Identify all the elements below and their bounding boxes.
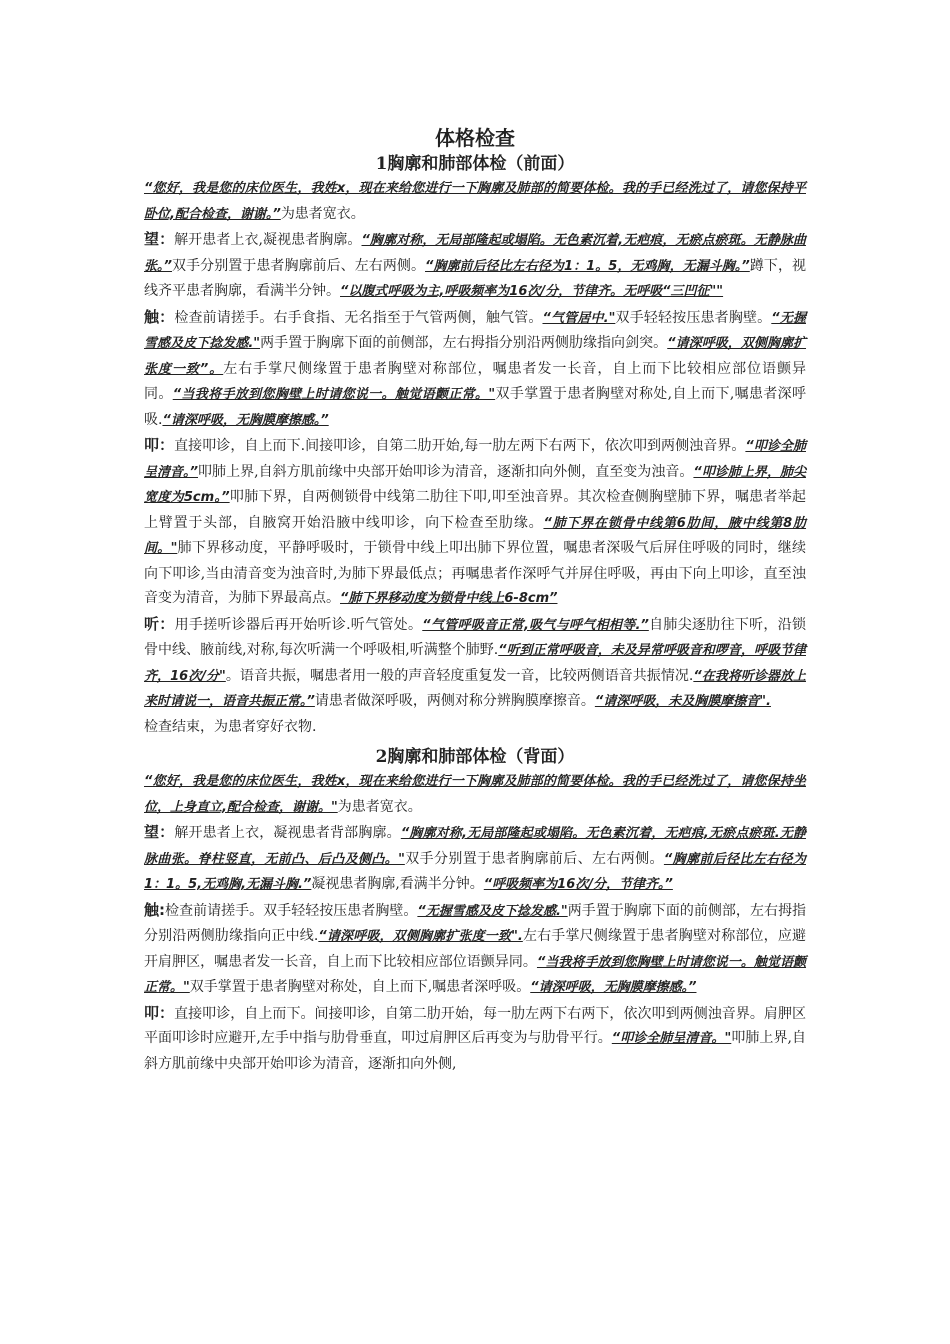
section-heading-front: 1胸廓和肺部体检（前面） <box>375 154 575 174</box>
quote: “胸廓前后径比左右径为1：1。5，无鸡胸，无漏斗胸。” <box>425 258 750 274</box>
paragraph-intro-front <box>144 176 806 227</box>
text: 为患者宽衣。 <box>337 798 422 815</box>
text: 检查前请搓手。右手食指、无名指至于气管两侧，触气管。 <box>174 309 543 326</box>
quote: “胸廓前后径比左右径为1：1。5,无鸡胸,无漏斗胸.” <box>144 851 806 892</box>
text: 左右手掌尺侧缘置于患者胸壁对称部位，嘱患者发一长音，自上而下比较相应部位语颤异同。 <box>144 360 806 402</box>
text: 双手分别置于患者胸廓前后、左右两侧。 <box>404 850 664 867</box>
quote: “胸廓对称,无局部隆起或塌陷。无色素沉着，无疤痕,无瘀点瘀斑.无静脉曲张。脊柱竖直，无前凸、后凸及侧凸。" <box>144 826 806 867</box>
text: 解开患者上衣,凝视患者胸廓。 <box>174 232 362 248</box>
text: 直接叩诊，自上而下。间接叩诊，自第二肋开始，每一肋左两下右两下，依次叩到两侧浊音界。肩胛区平面叩诊时应避开,左手中指与肋骨垂直，叩过肩胛区后再变为与肋骨平行。 <box>144 1005 806 1046</box>
section-heading-back: 2胸廓和肺部体检（背面） <box>375 747 575 767</box>
label-inspection: 望： <box>144 230 175 248</box>
text: 左右手掌尺侧缘置于患者胸壁对称部位，应避开肩胛区，嘱患者发一长音，自上而下比较相应部位语颤异同。 <box>144 928 806 970</box>
text: 叩肺上界,自斜方肌前缘中央部开始叩诊为清音，逐渐扣向外侧, <box>144 1030 806 1072</box>
quote: “肺下界移动度为锁骨中线上6-8cm” <box>340 591 558 606</box>
quote: “叩诊全肺呈清音。” <box>144 439 806 480</box>
quote: “在我将听诊器放上来时请说一，语音共振正常。” <box>144 668 806 709</box>
paragraph-inspection-front <box>144 227 806 305</box>
quote: “肺下界在锁骨中线第6肋间，腋中线第8肋间。" <box>144 515 807 556</box>
quote: “请深呼吸，未及胸膜摩擦音". <box>594 694 771 709</box>
text: 蹲下，视线齐平患者胸廓，看满半分钟。 <box>144 257 807 299</box>
quote: “请深呼吸，无胸膜摩擦感。” <box>530 980 697 995</box>
quote: “气管居中." <box>542 310 616 326</box>
text: 双手分别置于患者胸廓前后、左右两侧。 <box>171 257 426 274</box>
text: 叩肺下界，自两侧锁骨中线第二肋往下叩,叩至浊音界。其次检查侧胸壁肺下界，嘱患者举起上臂置于头部，自腋窝开始沿腋中线叩诊，向下检查至肋缘。 <box>144 489 806 531</box>
document-body <box>144 124 806 1076</box>
text: 请患者做深呼吸，两侧对称分辨胸膜摩擦音。 <box>314 693 595 709</box>
paragraph-percussion-front <box>144 433 806 612</box>
quote: “呼吸频率为16次/分，节律齐。” <box>483 877 673 892</box>
text: 解开患者上衣，凝视患者背部胸廓。 <box>174 825 401 841</box>
quote: “请深呼吸，双侧胸廓扩张度一致”。 <box>144 336 807 377</box>
quote: “您好，我是您的床位医生，我姓x，现在来给您进行一下胸廓及肺部的简要体检。我的手已经洗过了，请您保持坐位，上身直立,配合检查，谢谢。" <box>144 774 806 815</box>
label-inspection: 望： <box>144 823 175 841</box>
quote: “叩诊肺上界，肺尖宽度为5cm。” <box>144 464 807 505</box>
paragraph-palpation-front <box>144 305 806 434</box>
quote: “请深呼吸，双侧胸廓扩张度一致". <box>318 929 523 944</box>
paragraph-percussion-back <box>144 1001 806 1077</box>
quote: “胸廓对称，无局部隆起或塌陷。无色素沉着,无疤痕，无瘀点瘀斑。无静脉曲张。” <box>144 233 807 274</box>
paragraph-end-front: 检查结束，为患者穿好衣物. <box>144 718 317 735</box>
paragraph-intro-back <box>144 769 806 820</box>
text: 双手轻轻按压患者胸壁。 <box>615 309 772 326</box>
quote: “叩诊全肺呈清音。" <box>611 1031 732 1046</box>
page-title: 体格检查 <box>435 126 515 150</box>
text: 。语音共振，嘱患者用一般的声音轻度重复发一音，比较两侧语音共振情况. <box>225 667 694 684</box>
text: 自肺尖逐肋往下听，沿锁骨中线、腋前线,对称,每次听满一个呼吸相,听满整个肺野. <box>144 616 807 658</box>
quote: “当我将手放到您胸壁上时请您说一。触觉语颤正常。" <box>172 387 496 402</box>
paragraph-palpation-back <box>144 898 806 1001</box>
text: 用手搓听诊器后再开始听诊.听气管处。 <box>174 616 423 633</box>
paragraph-auscultation-front <box>144 612 806 715</box>
text: 凝视患者胸廓,看满半分钟。 <box>311 876 484 892</box>
quote: “气管呼吸音正常,吸气与呼气相相等.” <box>422 617 649 633</box>
text: 两手置于胸廓下面的前侧部，左右拇指分别沿两侧肋缘指向正中线. <box>144 902 807 944</box>
paragraph-inspection-back <box>144 820 806 898</box>
quote: “无握雪感及皮下捻发感." <box>417 903 568 919</box>
text: 肺下界移动度，平静呼吸时，于锁骨中线上叩出肺下界位置，嘱患者深吸气后屏住呼吸的同时，继续向下叩诊,当由清音变为浊音时,为肺下界最低点；再嘱患者作深呼气并屏住呼吸，再由下向上叩诊，直至浊音变为清音，为肺下界最高点。 <box>144 540 807 606</box>
quote: “您好，我是您的床位医生，我姓x，现在来给您进行一下胸廓及肺部的简要体检。我的手已经洗过了，请您保持平卧位,配合检查，谢谢。” <box>144 181 806 222</box>
text: 双手掌置于患者胸壁对称处，自上而下,嘱患者深呼吸。 <box>189 979 531 995</box>
text: 两手置于胸廓下面的前侧部，左右拇指分别沿两侧肋缘指向剑突。 <box>260 335 668 351</box>
quote: “请深呼吸，无胸膜摩擦感。” <box>162 412 329 428</box>
text: 检查前请搓手。双手轻轻按压患者胸壁。 <box>165 902 418 919</box>
label-auscultation: 听： <box>144 614 175 633</box>
label-palpation: 触： <box>144 307 175 326</box>
quote: “无握雪感及皮下捻发感." <box>144 310 806 351</box>
text: 双手掌置于患者胸壁对称处,自上而下,嘱患者深呼吸. <box>144 386 807 428</box>
text: 为患者宽衣。 <box>280 205 365 222</box>
label-palpation: 触: <box>144 900 166 919</box>
label-percussion: 叩： <box>144 1003 175 1022</box>
text: 直接叩诊，自上而下.间接叩诊，自第二肋开始,每一肋左两下右两下，依次叩到两侧浊音界。 <box>174 438 746 454</box>
label-percussion: 叩： <box>144 436 175 454</box>
quote: “以腹式呼吸为主,呼吸频率为16次/分，节律齐。无呼吸“三凹征"" <box>340 284 724 299</box>
text: 叩肺上界,自斜方肌前缘中央部开始叩诊为清音，逐渐扣向外侧，直至变为浊音。 <box>197 463 694 480</box>
quote: “听到正常呼吸音，未及异常呼吸音和啰音，呼吸节律齐，16次/分" <box>144 643 806 684</box>
quote: “当我将手放到您胸壁上时请您说一。触觉语颤正常。" <box>144 954 807 995</box>
